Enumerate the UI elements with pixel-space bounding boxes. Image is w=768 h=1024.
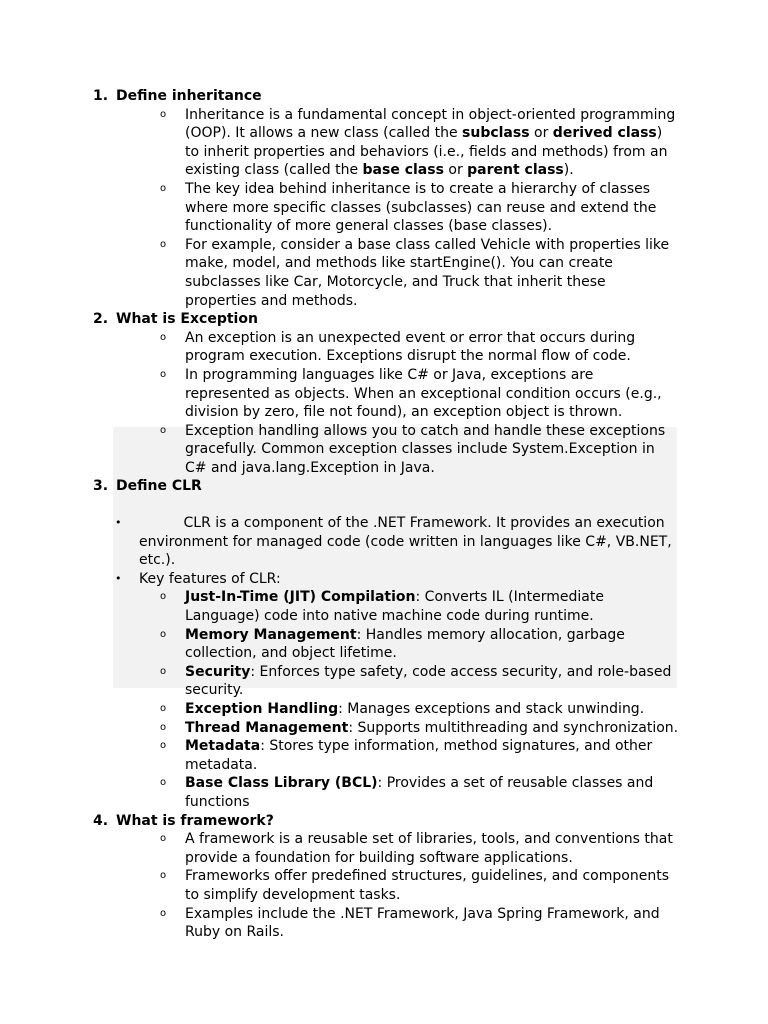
bullet-text: CLR is a component of the .NET Framework. It provides an execution environment for managed code (code written in languages like C#, VB.NET, etc.). <box>139 515 677 569</box>
sub-item <box>0 588 768 625</box>
sub-item-text <box>185 422 680 478</box>
sub-bullet-marker: o <box>160 108 167 120</box>
text-run: : Enforces type safety, code access security, and role-based security. <box>185 663 672 699</box>
sub-item-text <box>185 867 680 904</box>
text-run: ) to inherit properties and behaviors (i.e., fields and methods) from an existing class (called the <box>185 125 668 179</box>
section-heading <box>0 310 768 329</box>
sub-item <box>0 663 768 700</box>
sub-item <box>0 830 768 867</box>
bold-term: derived class <box>552 125 657 142</box>
document-page <box>0 87 768 942</box>
text-run: For example, consider a base class called Vehicle with properties like make, model, and methods like startEngine(). You can create subclasses like Car, Motorcycle, and Truck that inherit these properties and methods. <box>185 236 670 309</box>
text-run: : Manages exceptions and stack unwinding. <box>338 701 645 717</box>
text-run: An exception is an unexpected event or error that occurs during program execution. Exceptions disrupt the normal flow of code. <box>185 329 636 365</box>
sub-bullet-marker: o <box>160 740 167 752</box>
sub-item-text <box>185 106 680 180</box>
sub-bullet-marker: o <box>160 424 167 436</box>
section-title: What is framework? <box>116 812 274 829</box>
text-run: In programming languages like C# or Java, exceptions are represented as objects. When an exceptional condition occurs (e.g., division by zero, file not found), an exception object is thrown. <box>185 366 662 421</box>
section-heading <box>0 87 768 106</box>
sub-item-text <box>185 626 680 663</box>
bullet-marker: • <box>115 571 122 585</box>
section-heading <box>0 812 768 831</box>
sub-bullet-marker: o <box>160 368 167 380</box>
sub-item <box>0 774 768 811</box>
sub-item-text <box>185 774 680 811</box>
sub-item <box>0 106 768 180</box>
sub-item-text <box>185 700 680 719</box>
sub-bullet-marker: o <box>160 703 167 714</box>
sub-bullet-marker: o <box>160 628 167 640</box>
section-title: Define CLR <box>116 478 202 495</box>
sub-item-text <box>185 663 680 700</box>
section-title: What is Exception <box>116 311 258 328</box>
text-run: Exception handling allows you to catch and handle these exceptions gracefully. Common exception classes include System.Exception in C# and java.lang.Exception in Java. <box>185 422 666 476</box>
text-run: or <box>443 162 468 179</box>
text-run: or <box>529 125 553 142</box>
sub-item <box>0 236 768 310</box>
bold-term: Base Class Library (BCL) <box>185 775 378 792</box>
bold-term: Security <box>185 663 251 680</box>
sub-bullet-marker: o <box>160 238 167 250</box>
sub-item <box>0 329 768 366</box>
sub-bullet-marker: o <box>160 665 167 677</box>
bullet-item <box>0 514 768 570</box>
bold-term: Exception Handling <box>185 701 339 717</box>
sub-item <box>0 700 768 719</box>
text-run: Examples include the .NET Framework, Java Spring Framework, and Ruby on Rails. <box>185 905 660 941</box>
sub-bullet-marker: o <box>160 331 167 343</box>
sub-item <box>0 905 768 942</box>
sub-item <box>0 867 768 904</box>
sub-bullet-marker: o <box>160 182 167 194</box>
bullet-marker: • <box>115 516 122 530</box>
bullet-item <box>0 570 768 589</box>
sub-bullet-marker: o <box>160 907 167 919</box>
sub-item-text <box>185 588 680 625</box>
text-run: : Stores type information, method signatures, and other metadata. <box>185 738 653 773</box>
sub-item-text <box>185 719 680 738</box>
sub-bullet-marker: o <box>160 721 167 733</box>
bold-term: parent class <box>467 162 564 179</box>
text-run: : Provides a set of reusable classes and functions <box>185 775 654 810</box>
sub-bullet-marker: o <box>160 833 167 845</box>
sub-item <box>0 180 768 236</box>
text-run: Inheritance is a fundamental concept in object-oriented programming (OOP). It allows a new class (called the <box>185 106 676 142</box>
sub-item-text <box>185 366 680 422</box>
section-number: 2. <box>93 311 109 328</box>
section-number: 1. <box>93 88 109 104</box>
bold-term: Memory Management <box>185 626 357 643</box>
bold-term: Just-In-Time (JIT) Compilation <box>185 589 416 606</box>
text-run: A framework is a reusable set of libraries, tools, and conventions that provide a foundation for building software applications. <box>185 831 673 866</box>
sub-item <box>0 366 768 422</box>
section-heading <box>0 477 768 496</box>
sub-item <box>0 737 768 774</box>
spacer <box>0 496 768 514</box>
sub-item-text <box>185 905 680 942</box>
sub-bullet-marker: o <box>160 870 167 882</box>
sub-item <box>0 422 768 478</box>
text-run: : Handles memory allocation, garbage collection, and object lifetime. <box>185 626 625 662</box>
section-number: 4. <box>93 812 109 829</box>
text-run: The key idea behind inheritance is to create a hierarchy of classes where more specific classes (subclasses) can reuse and extend the functionality of more general classes (base classes). <box>185 180 657 235</box>
sub-bullet-marker: o <box>160 777 167 789</box>
sub-item-text <box>185 329 680 366</box>
sub-item-text <box>185 737 680 774</box>
sub-item <box>0 719 768 738</box>
bullet-text: Key features of CLR: <box>139 570 281 587</box>
sub-item <box>0 626 768 663</box>
section-title: Define inheritance <box>116 88 262 104</box>
section-number: 3. <box>93 478 109 495</box>
text-run: Frameworks offer predefined structures, guidelines, and components to simplify development tasks. <box>185 868 669 903</box>
text-run: : Converts IL (Intermediate Language) code into native machine code during runtime. <box>185 589 604 625</box>
bold-term: base class <box>362 162 444 179</box>
bold-term: subclass <box>462 125 530 142</box>
text-run: ). <box>563 162 574 179</box>
sub-item-text <box>185 830 680 867</box>
text-run: : Supports multithreading and synchronization. <box>348 719 679 736</box>
sub-item-text <box>185 180 680 236</box>
bold-term: Metadata <box>185 738 261 755</box>
sub-bullet-marker: o <box>160 591 167 603</box>
bold-term: Thread Management <box>185 719 349 736</box>
sub-item-text <box>185 236 680 310</box>
